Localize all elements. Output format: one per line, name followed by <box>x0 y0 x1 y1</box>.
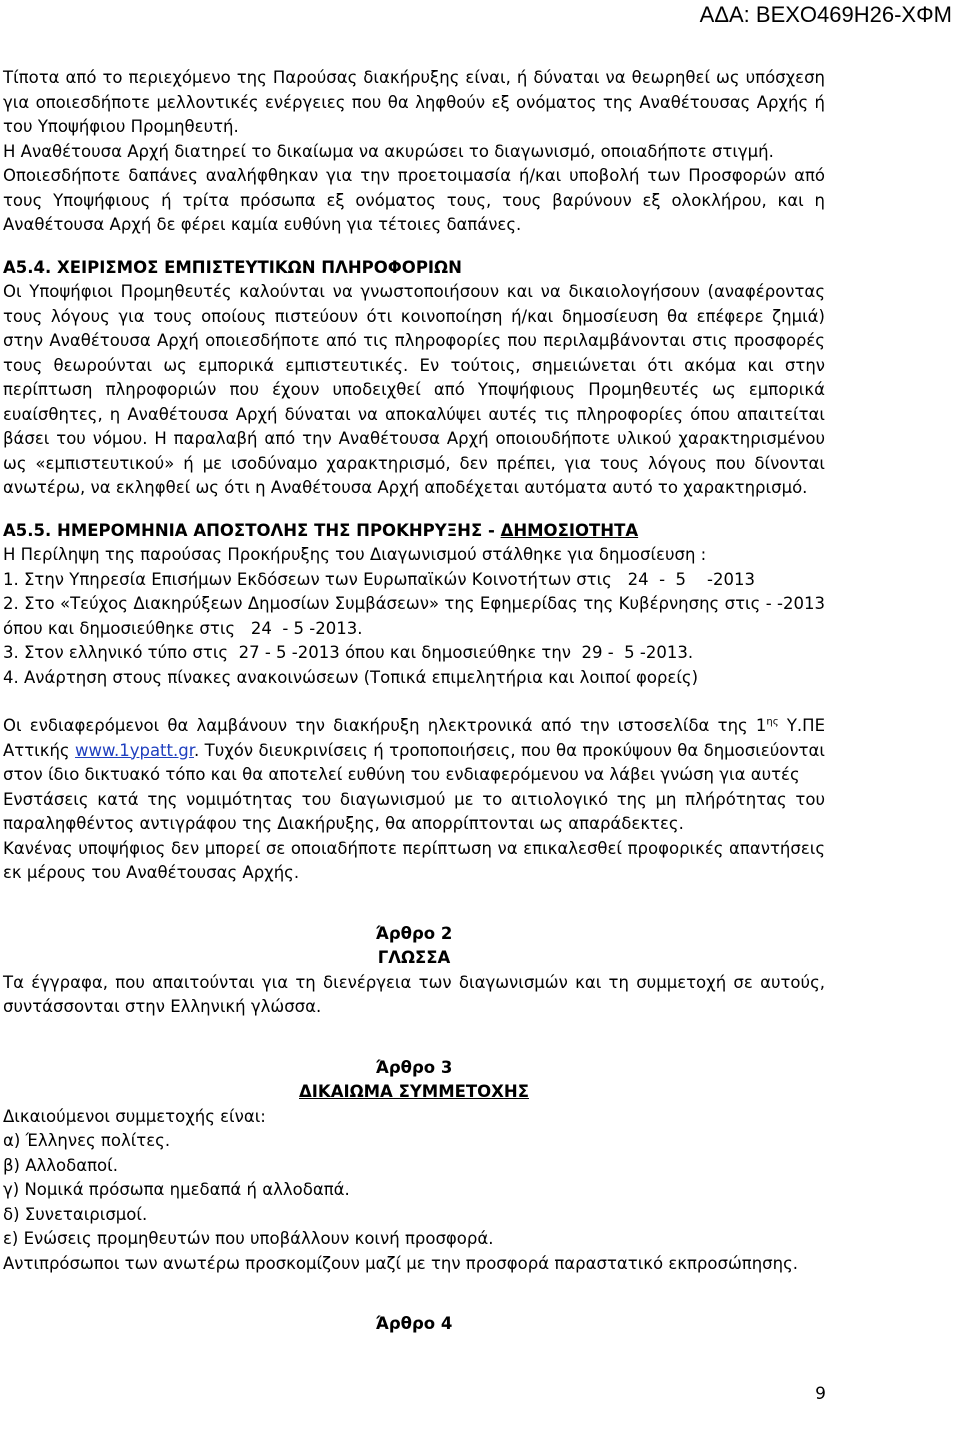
info-text-mid: Υ.ΠΕ Αττικής <box>3 716 826 760</box>
article-2-title: Άρθρο 2 <box>375 923 453 943</box>
info-superscript: ης <box>766 716 779 728</box>
info-paragraph-3: Κανένας υποψήφιος δεν μπορεί σε οποιαδήποτε περίπτωση να επικαλεσθεί προφορικές απαντήσεις εκ μέρους του Αναθέτουσας Αρχής. <box>3 838 825 882</box>
article-3-title: Άρθρο 3 <box>375 1057 453 1077</box>
section-a55-lead: Η Περίληψη της παρούσας Προκήρυξης του Διαγωνισμού στάλθηκε για δημοσίευση : <box>3 545 707 564</box>
ada-code: ΑΔΑ: ΒΕΧΟ469Η26-ΧΦΜ <box>699 2 952 27</box>
info-text-after: . Τυχόν διευκρινίσεις ή τροποποιήσεις, που θα προκύψουν θα δημοσιεύονται στον ίδιο δικτυακό τόπο και θα αποτελεί ευθύνη του ενδιαφερόμενου να λάβει γνώση για αυτές <box>3 740 825 784</box>
article-3-closing: Αντιπρόσωποι των ανωτέρω προσκομίζουν μαζί με την προσφορά παραστατικό εκπροσώπησης. <box>3 1253 798 1273</box>
article-3-item-e: ε) Ενώσεις προμηθευτών που υποβάλλουν κοινή προσφορά. <box>3 1229 494 1248</box>
article-4-title: Άρθρο 4 <box>375 1314 453 1333</box>
section-a55-heading <box>3 519 825 544</box>
intro-paragraph-2: Η Αναθέτουσα Αρχή διατηρεί το δικαίωμα να ακυρώσει το διαγωνισμό, οποιαδήποτε στιγμή. <box>3 141 774 161</box>
intro-paragraph-3: Οποιεσδήποτε δαπάνες αναλήφθηκαν για την προετοιμασία ή/και υποβολή των Προσφορών από τους Υποψήφιους ή τρίτα πρόσωπα εξ ονόματος τους, τους βαρύνουν εξ ολοκλήρου, και η Αναθέτουσα Αρχή δε φέρει καμία ευθύνη για τέτοιες δαπάνες. <box>3 166 825 234</box>
section-a55-item-1: 1. Στην Υπηρεσία Επισήμων Εκδόσεων των Ευρωπαϊκών Κοινοτήτων στις 24 - 5 -2013 <box>3 569 755 589</box>
section-a55-item-4: 4. Ανάρτηση στους πίνακες ανακοινώσεων (Τοπικά επιμελητήρια και λοιποί φορείς) <box>3 667 699 687</box>
page-number: 9 <box>815 1384 826 1404</box>
section-a55-heading-underlined: ΔΗΜΟΣΙΟΤΗΤΑ <box>500 520 639 540</box>
document-body <box>3 66 831 1337</box>
article-3-lead: Δικαιούμενοι συμμετοχής είναι: <box>3 1106 266 1126</box>
article-3-item-d: δ) Συνεταιρισμοί. <box>3 1204 148 1224</box>
section-a55-item-2: 2. Στο «Τεύχος Διακηρύξεων Δημοσίων Συμβάσεων» της Εφημερίδας της Κυβέρνησης στις - -2013 όπου και δημοσιεύθηκε στις 24 - 5 -2013. <box>3 594 831 638</box>
section-a55-item-3: 3. Στον ελληνικό τύπο στις 27 - 5 -2013 όπου και δημοσιεύθηκε την 29 - 5 -2013. <box>3 643 694 662</box>
info-paragraph-1 <box>3 714 825 788</box>
article-2-subtitle: ΓΛΩΣΣΑ <box>377 948 451 967</box>
article-3-item-b: β) Αλλοδαποί. <box>3 1155 118 1175</box>
article-3-item-a: α) Έλληνες πολίτες. <box>3 1131 171 1150</box>
info-paragraph-2: Ενστάσεις κατά της νομιμότητας του διαγωνισμού με το αιτιολογικό της μη πλήρότητας του παραληφθέντος αντιγράφου της Διακήρυξης, θα απορρίπτονται ως απαράδεκτες. <box>3 789 825 833</box>
article-3-subtitle <box>3 1080 825 1105</box>
article-2-body: Τα έγγραφα, που απαιτούνται για τη διενέργεια των διαγωνισμών και τη συμμετοχή σε αυτούς, συντάσσονται στην Ελληνική γλώσσα. <box>3 972 825 1016</box>
section-a54-heading: Α5.4. ΧΕΙΡΙΣΜΟΣ ΕΜΠΙΣΤΕΥΤΙΚΩΝ ΠΛΗΡΟΦΟΡΙΩΝ <box>3 257 462 277</box>
article-3-subtitle-text: ΔΙΚΑΙΩΜΑ ΣΥΜΜΕΤΟΧΗΣ <box>299 1082 529 1101</box>
section-a54-body: Οι Υποψήφιοι Προμηθευτές καλούνται να γνωστοποιήσουν και να δικαιολογήσουν (αναφέροντας τους λόγους για τους οποίους πιστεύουν ότι κοινοποίηση ή/και δημοσίευση θα επέφερε ζημιά) στην Αναθέτουσα Αρχή οποιεσδήποτε από τις πληροφορίες που περιλαμβάνονται στις προσφορές τους θεωρούνται ως εμπορικά εμπιστευτικές. Εν τούτοις, σημειώνεται ότι ακόμα και στην περίπτωση πληροφοριών που έχουν υποδειχθεί από Υποψήφιους Προμηθευτές ως εμπορικά ευαίσθητες, η Αναθέτουσα Αρχή δύναται να αποκαλύψει αυτές τις πληροφορίες όπου απαιτείται βάσει του νόμου. Η παραλαβή από την Αναθέτουσα Αρχή οποιουδήποτε υλικού χαρακτηρισμένου ως «εμπιστευτικού» ή με ισοδύναμο χαρακτηρισμό, δεν πρέπει, για τους λόγους που δίνονται ανωτέρω, να εκληφθεί ως ότι η Αναθέτουσα Αρχή αποδέχεται αυτόματα αυτό το χαρακτηρισμό. <box>3 282 825 497</box>
intro-paragraph-1: Τίποτα από το περιεχόμενο της Παρούσας διακήρυξης είναι, ή δύναται να θεωρηθεί ως υπόσχεση για οποιεσδήποτε μελλοντικές ενέργειες που θα ληφθούν εξ ονόματος της Αναθέτουσας Αρχής ή του Υποψήφιου Προμηθευτή. <box>3 68 825 136</box>
website-link[interactable]: www.1ypatt.gr <box>75 740 194 760</box>
section-a55-heading-prefix: Α5.5. ΗΜΕΡΟΜΗΝΙΑ ΑΠΟΣΤΟΛΗΣ ΤΗΣ ΠΡΟΚΗΡΥΞΗΣ - <box>3 520 501 540</box>
info-text-before: Οι ενδιαφερόμενοι θα λαμβάνουν την διακήρυξη ηλεκτρονικά από την ιστοσελίδα της 1 <box>3 716 767 735</box>
article-3-item-c: γ) Νομικά πρόσωπα ημεδαπά ή αλλοδαπά. <box>3 1180 350 1199</box>
